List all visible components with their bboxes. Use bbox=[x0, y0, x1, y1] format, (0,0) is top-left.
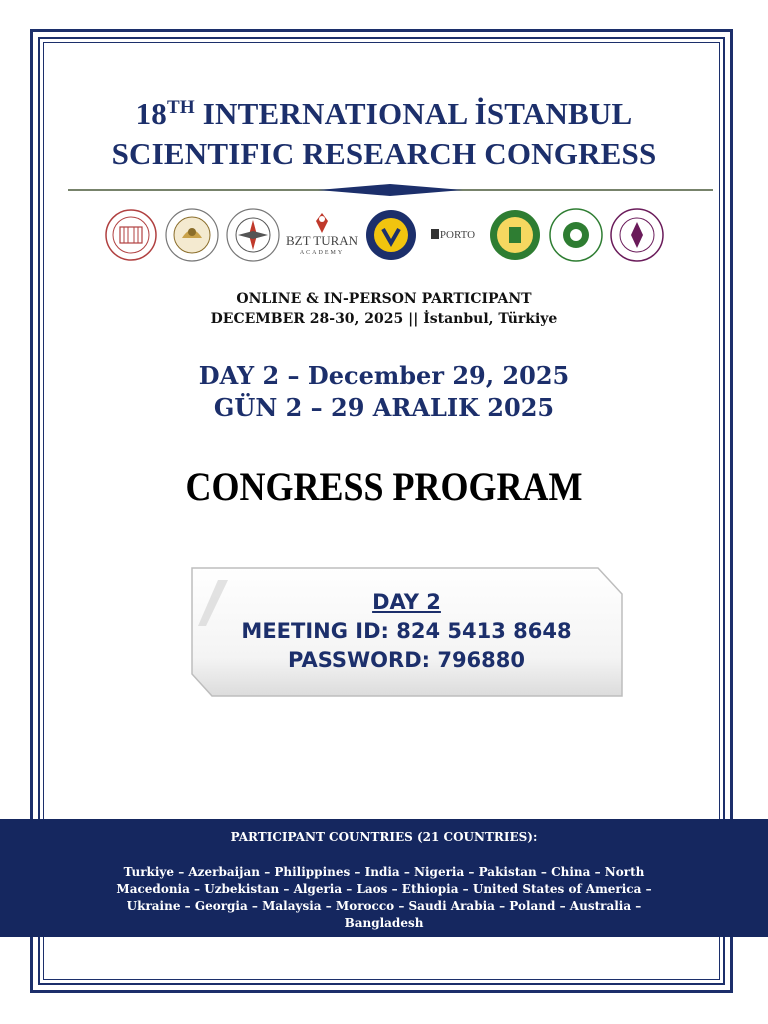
countries-list: Turkiye – Azerbaijan – Philippines – India – Nigeria – Pakistan – China – North Macedonia – Uzbekistan – Algeria – Laos – Ethiopia – United States of America – Ukraine – Georgia – Malaysia – Morocco – Saudi Arabia – Poland – Australia – Bangladesh bbox=[116, 865, 652, 930]
participant-countries-band bbox=[0, 819, 768, 937]
countries-heading: PARTICIPANT COUNTRIES (21 COUNTRIES): bbox=[230, 830, 538, 844]
meeting-details bbox=[188, 588, 625, 675]
university-seal-8-logo bbox=[549, 208, 603, 262]
porto-logo: PORTO bbox=[425, 208, 481, 262]
bzt-turan-logo: BZT TURAN ACADEMY bbox=[287, 208, 357, 262]
participation-info bbox=[60, 289, 708, 329]
meeting-password: PASSWORD: 796880 bbox=[287, 648, 526, 672]
university-seal-5-logo bbox=[364, 208, 418, 262]
university-seal-2-logo bbox=[165, 208, 219, 262]
day-turkish: GÜN 2 – 29 ARALIK 2025 bbox=[213, 393, 555, 422]
university-logos bbox=[104, 205, 664, 265]
university-seal-1-logo bbox=[104, 208, 158, 262]
day-english: DAY 2 – December 29, 2025 bbox=[198, 361, 570, 390]
participation-mode: ONLINE & IN-PERSON PARTICIPANT bbox=[236, 291, 532, 307]
university-seal-7-logo bbox=[488, 208, 542, 262]
title-divider bbox=[68, 180, 713, 200]
university-seal-3-logo bbox=[226, 208, 280, 262]
congress-title: 18TH INTERNATIONAL İSTANBUL SCIENTIFIC RESEARCH CONGRESS bbox=[111, 96, 657, 171]
meeting-day-label: DAY 2 bbox=[372, 590, 441, 614]
congress-dates-location: DECEMBER 28-30, 2025 || İstanbul, Türkiye bbox=[210, 311, 558, 327]
day-heading bbox=[60, 360, 708, 424]
congress-program-title: CONGRESS PROGRAM bbox=[185, 464, 583, 509]
meeting-id: MEETING ID: 824 5413 8648 bbox=[241, 619, 572, 643]
university-seal-9-logo bbox=[610, 208, 664, 262]
